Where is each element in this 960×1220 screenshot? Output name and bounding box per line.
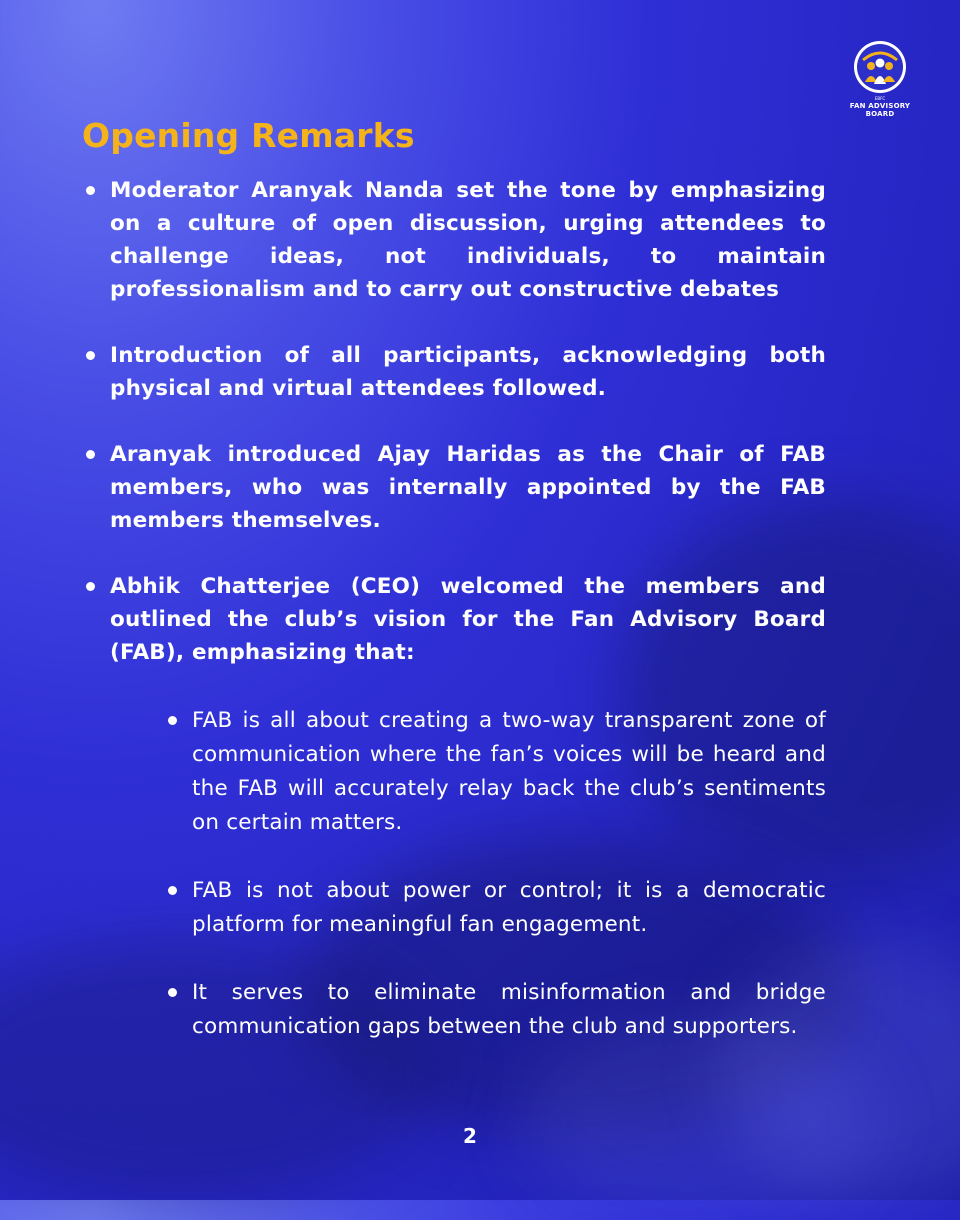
sub-bullet-text: It serves to eliminate misinformation and bridge communication gaps between the club and supporters. xyxy=(192,980,826,1039)
section-title: Opening Remarks xyxy=(82,116,415,155)
bullet-dot-icon xyxy=(168,716,177,725)
bullet-text: Introduction of all participants, acknowledging both physical and virtual attendees followed. xyxy=(110,343,826,401)
sub-bullet-item xyxy=(164,704,826,840)
sub-bullet-list xyxy=(164,704,826,1078)
logo-club-initials: EBFC xyxy=(874,96,886,101)
main-bullet-list xyxy=(82,174,826,702)
sub-bullet-text: FAB is all about creating a two-way transparent zone of communication where the fan’s voices will be heard and the FAB will accurately relay back the club’s sentiments on certain matters. xyxy=(192,708,826,835)
bullet-dot-icon xyxy=(86,450,95,459)
sub-bullet-text: FAB is not about power or control; it is a democratic platform for meaningful fan engagement. xyxy=(192,878,826,937)
logo-text xyxy=(843,102,917,118)
bullet-item xyxy=(82,438,826,537)
fan-advisory-board-emblem xyxy=(853,40,907,94)
fab-logo xyxy=(849,40,911,120)
bullet-dot-icon xyxy=(86,582,95,591)
bullet-dot-icon xyxy=(168,988,177,997)
bullet-dot-icon xyxy=(86,186,95,195)
bullet-text: Moderator Aranyak Nanda set the tone by emphasizing on a culture of open discussion, urging attendees to challenge ideas, not individuals, to maintain professionalism and to carry out constructive debates xyxy=(110,178,826,302)
sub-bullet-item xyxy=(164,874,826,942)
bullet-item xyxy=(82,339,826,405)
bullet-item xyxy=(82,174,826,306)
bullet-item xyxy=(82,570,826,669)
bullet-dot-icon xyxy=(86,351,95,360)
logo-text-line1: FAN ADVISORY xyxy=(849,102,911,110)
page-number: 2 xyxy=(463,1124,477,1148)
bullet-dot-icon xyxy=(168,886,177,895)
bullet-text: Abhik Chatterjee (CEO) welcomed the members and outlined the club’s vision for the Fan Advisory Board (FAB), emphasizing that: xyxy=(110,574,826,665)
logo-text-line2: BOARD xyxy=(865,110,895,118)
bullet-text: Aranyak introduced Ajay Haridas as the Chair of FAB members, who was internally appointed by the FAB members themselves. xyxy=(110,442,826,533)
sub-bullet-item xyxy=(164,976,826,1044)
